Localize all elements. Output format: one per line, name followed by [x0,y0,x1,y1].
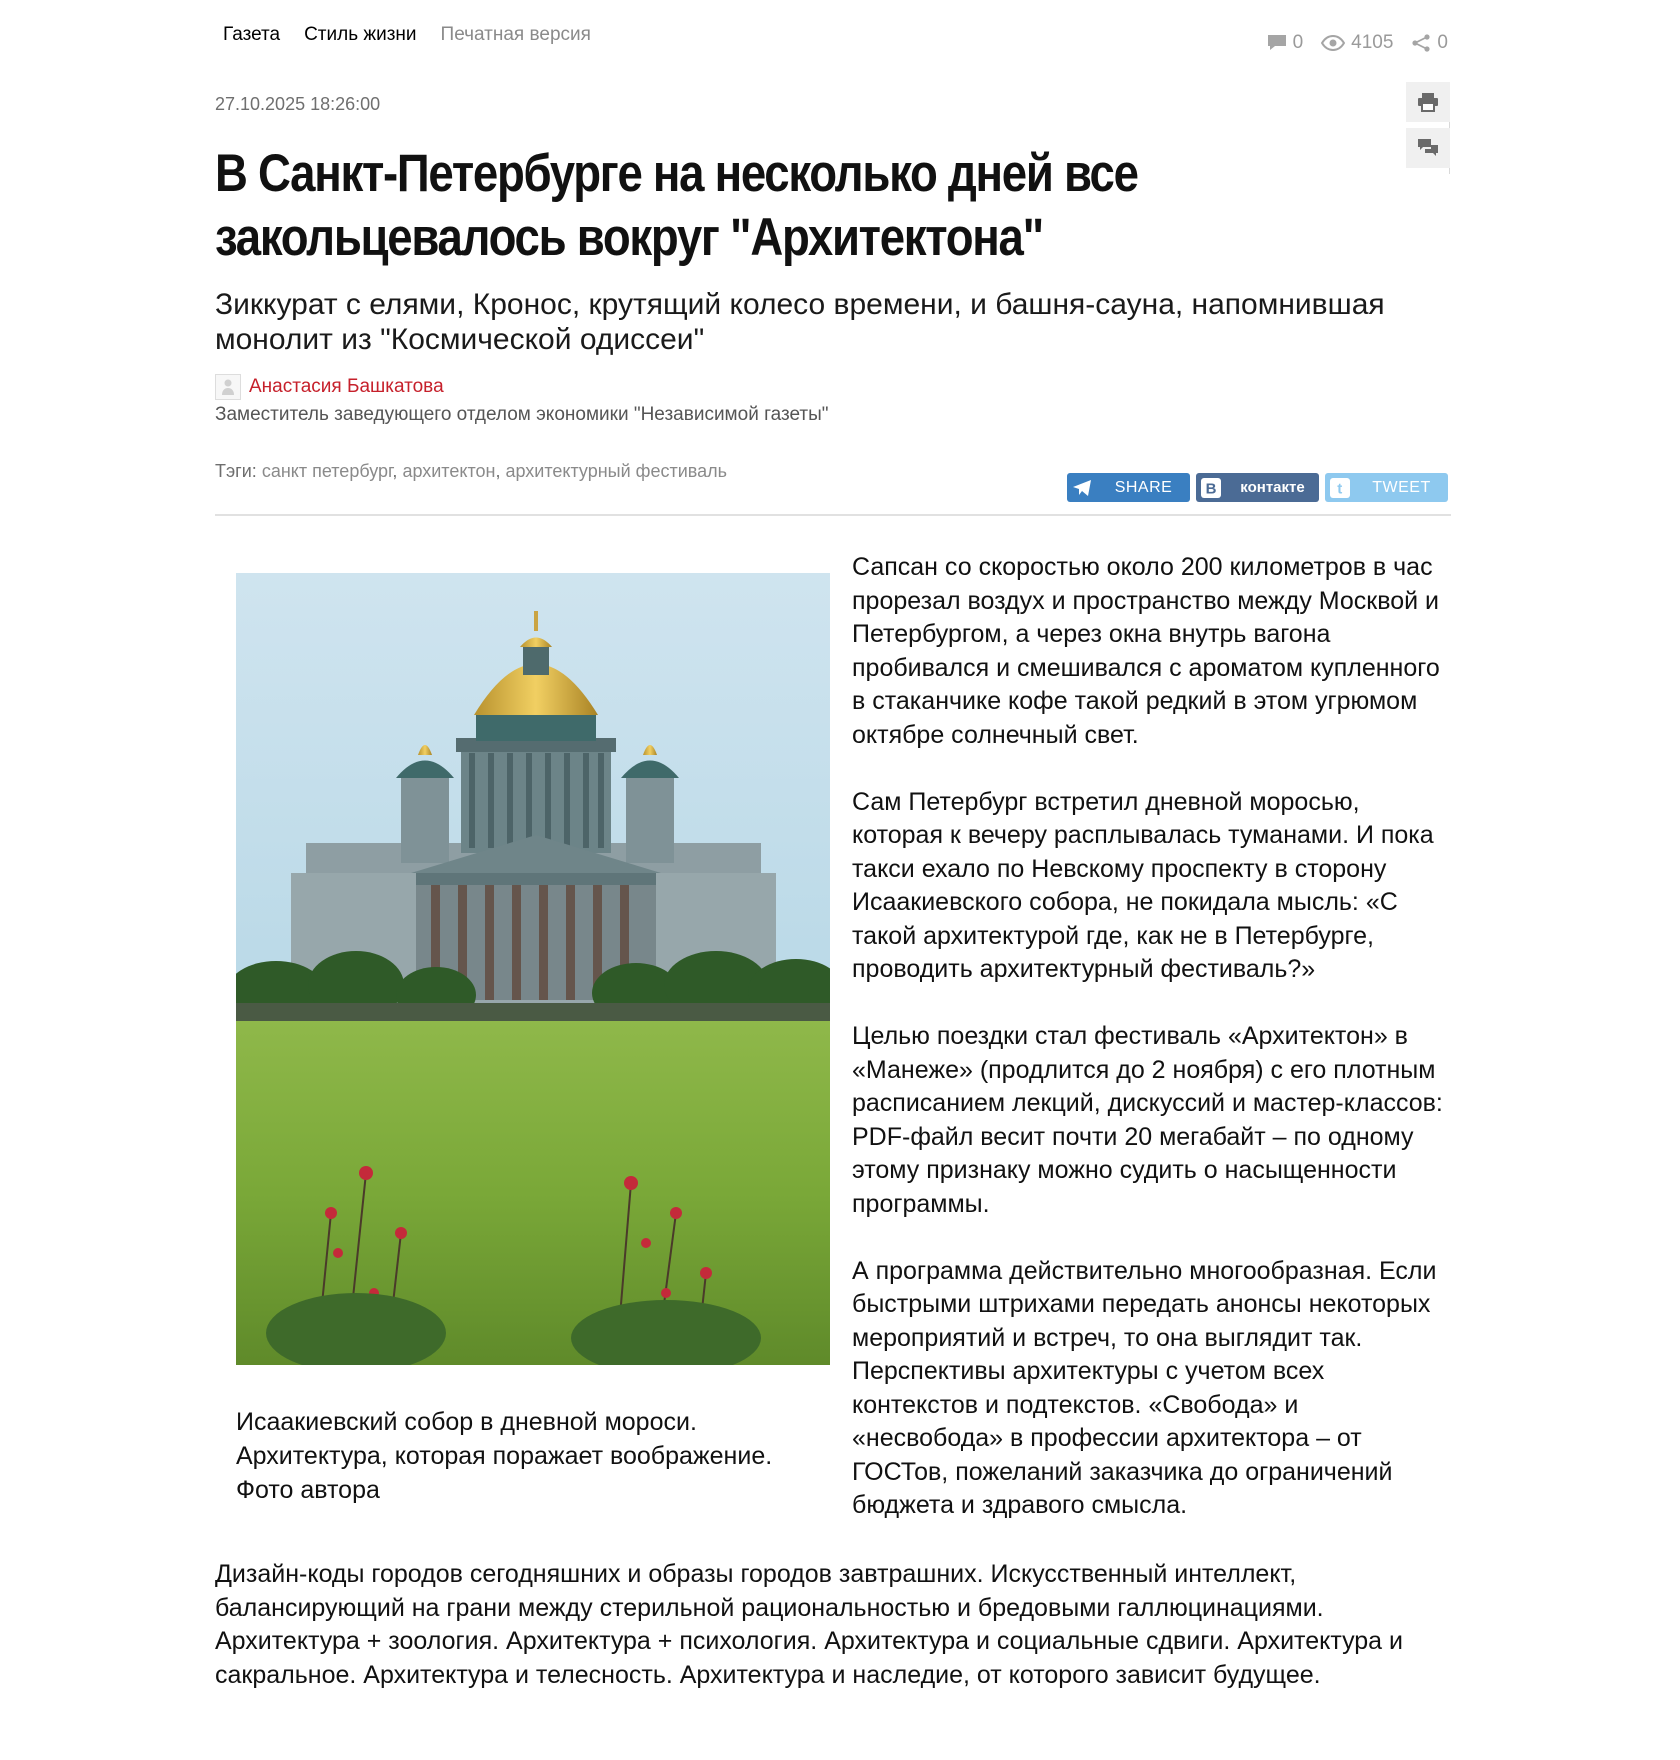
author-avatar [215,374,241,400]
shares-stat[interactable] [1411,32,1448,54]
photo-caption [236,1405,830,1507]
shares-count: 0 [1437,32,1448,53]
paragraph-full-width: Дизайн-коды городов сегодняшних и образы городов завтрашних. Искусственный интеллект, балансирующий на грани между стерильной рациональностью и бредовыми галлюцинациями. Архитектура + зоология. Архитектура + психология. Архитектура и социальные сдвиги. Архитектура и сакральное. Архитектура и телесность. Архитектура и наследие, от которого зависит будущее. [215,1560,1404,1689]
tags-label: Тэги: [215,461,257,481]
tags-list: Тэги: санкт петербург, архитектон, архитектурный фестиваль [215,461,728,481]
comment-icon [1267,34,1287,52]
user-icon [220,378,236,396]
svg-text:t: t [1337,480,1343,497]
article-body-column [852,551,1452,1556]
author-role: Заместитель заведующего отделом экономики "Независимой газеты" [215,404,829,425]
telegram-share-button[interactable] [1067,473,1190,502]
article-photo [236,573,830,1365]
tag-link[interactable]: архитектурный фестиваль [505,461,728,481]
telegram-share-label: SHARE [1114,478,1173,496]
publish-datetime: 27.10.2025 18:26:00 [215,94,381,114]
twitter-share-label: TWEET [1372,478,1431,496]
author-name-link[interactable]: Анастасия Башкатова [249,376,444,397]
cathedral-photo [236,573,830,1365]
vk-icon [1201,478,1221,498]
twitter-icon [1330,478,1350,498]
nav-gazeta[interactable]: Газета [223,24,281,45]
views-count: 4105 [1351,32,1394,53]
nav-lifestyle[interactable]: Стиль жизни [304,24,417,45]
paragraph: Сапсан со скоростью около 200 километров в час прорезал воздух и пространство между Москвой и Петербургом, а через окна внутрь вагона пробивался и смешивался с ароматом купленного в стаканчике кофе такой редкий в этом угрюмом октябре солнечный свет. [852,553,1440,749]
printer-icon [1417,92,1439,112]
caption-line: Исаакиевский собор в дневной мороси. [236,1408,697,1436]
share-buttons [1067,473,1448,502]
article-subtitle: Зиккурат с елями, Кронос, крутящий колесо времени, и башня-сауна, напомнившая монолит из "Космической одиссеи" [215,288,1385,356]
tag-link[interactable]: санкт петербург [261,461,393,481]
vk-share-button[interactable] [1196,473,1319,502]
comments-button[interactable] [1406,128,1450,168]
article-stats [1267,32,1448,54]
divider [215,514,1451,516]
views-stat [1321,32,1393,54]
article-title: В Санкт-Петербурге на несколько дней все закольцевалось вокруг "Архитектона" [215,144,1138,267]
vk-share-label: контакте [1240,479,1305,496]
paragraph: Целью поездки стал фестиваль «Архитектон» в «Манеже» (продлится до 2 ноября) с его плотным расписанием лекций, дискуссий и мастер-классов: PDF-файл весит почти 20 мегабайт – по одному этому признаку можно судить о насыщенности программы. [852,1022,1443,1218]
print-version-link[interactable]: Печатная версия [440,24,591,45]
telegram-icon [1072,479,1092,497]
tag-link[interactable]: архитектон [402,461,496,481]
svg-text:В: В [1205,480,1217,497]
comments-stat[interactable] [1267,32,1304,54]
comments-icon [1417,138,1439,158]
caption-line: Фото автора [236,1476,380,1504]
top-nav [223,24,591,46]
eye-icon [1321,35,1345,51]
paragraph: Сам Петербург встретил дневной моросью, которая к вечеру расплывалась туманами. И пока такси ехало по Невскому проспекту в сторону Исаакиевского собора, не покидала мысль: «С такой архитектурой где, как не в Петербурге, проводить архитектурный фестиваль?» [852,787,1434,983]
twitter-share-button[interactable] [1325,473,1448,502]
comments-count: 0 [1292,32,1304,53]
author-block [215,374,444,400]
paragraph: А программа действительно многообразная. Если быстрыми штрихами передать анонсы некоторых мероприятий и встреч, то она выглядит так. Перспективы архитектуры с учетом всех контекстов и подтекстов. «Свобода» и «несвобода» в профессии архитектора – от ГОСТов, пожеланий заказчика до ограничений бюджета и здравого смысла. [852,1256,1437,1519]
caption-line: Архитектура, которая поражает воображение. [236,1442,773,1470]
side-toolbar [1406,82,1450,174]
share-icon [1411,34,1431,52]
print-button[interactable] [1406,82,1450,122]
